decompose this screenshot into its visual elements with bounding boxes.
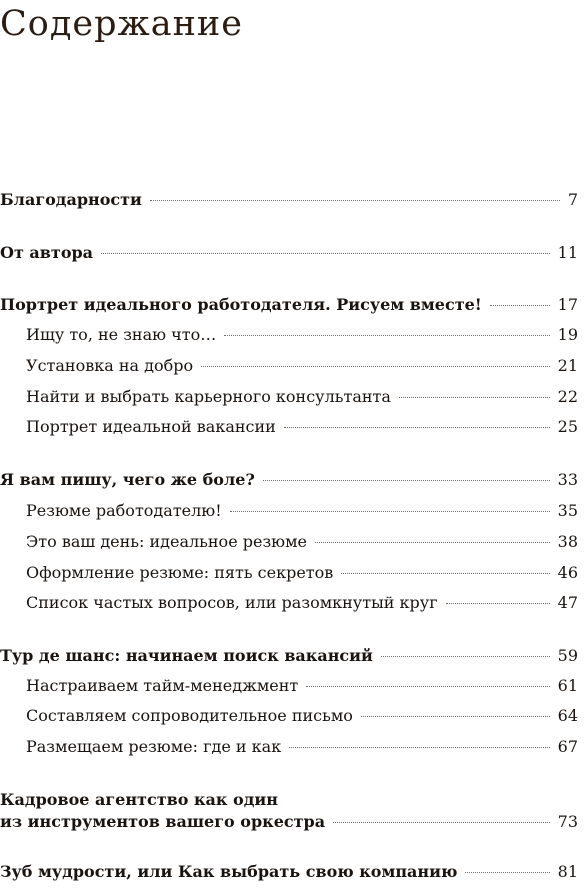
dot-leader <box>289 746 549 748</box>
dot-leader <box>201 365 550 367</box>
dot-leader <box>361 715 550 717</box>
toc-entry-title: Список частых вопросов, или разомкнутый круг <box>26 593 438 612</box>
dot-leader <box>333 821 550 823</box>
toc-entry[interactable] <box>0 645 578 667</box>
toc-page-number: 46 <box>557 563 578 582</box>
toc-entry[interactable] <box>0 242 578 264</box>
toc-entry-title: Ищу то, не знаю что… <box>26 325 217 344</box>
toc-entry[interactable] <box>26 500 578 522</box>
toc-entry[interactable] <box>26 705 578 727</box>
toc-entry[interactable] <box>26 736 578 758</box>
toc-page-number: 19 <box>557 325 578 344</box>
toc-page-number: 67 <box>557 737 578 756</box>
dot-leader <box>315 541 550 543</box>
toc-page-number: 11 <box>557 243 578 262</box>
toc-entry[interactable] <box>26 386 578 408</box>
dot-leader <box>381 655 550 657</box>
toc-entry-title-continued: из инструментов вашего оркестра <box>0 812 326 831</box>
toc-entry[interactable] <box>26 355 578 377</box>
toc-entry-title: Составляем сопроводительное письмо <box>26 706 353 725</box>
toc-page-number: 64 <box>557 706 578 725</box>
dot-leader <box>150 199 560 201</box>
toc-entry-title: Тур де шанс: начинаем поиск вакансий <box>0 646 373 665</box>
toc-entry[interactable] <box>26 531 578 553</box>
toc-entry[interactable] <box>0 189 578 211</box>
dot-leader <box>465 871 549 873</box>
toc-page-number: 73 <box>557 812 578 831</box>
dot-leader <box>490 304 550 306</box>
toc-entry-title: Кадровое агентство как один <box>0 790 278 809</box>
toc-entry-title: Благодарности <box>0 190 142 209</box>
toc-entry-title: Я вам пишу, чего же боле? <box>0 470 255 489</box>
toc-page-number: 21 <box>557 356 578 375</box>
dot-leader <box>399 396 550 398</box>
toc-page-number: 61 <box>557 676 578 695</box>
toc-entry-title: Оформление резюме: пять секретов <box>26 563 334 582</box>
toc-page-number: 81 <box>557 862 578 881</box>
toc-entry-title: Размещаем резюме: где и как <box>26 737 282 756</box>
toc-entry[interactable] <box>0 469 578 491</box>
toc-page-number: 17 <box>557 295 578 314</box>
toc-entry[interactable] <box>26 675 578 697</box>
toc-page-number: 59 <box>557 646 578 665</box>
toc-entry[interactable] <box>0 789 578 833</box>
toc-entry-title: Это ваш день: идеальное резюме <box>26 532 308 551</box>
toc-page-number: 7 <box>567 190 578 209</box>
dot-leader <box>306 685 549 687</box>
toc-entry-title: Зуб мудрости, или Как выбрать свою компанию <box>0 862 458 881</box>
toc-page-number: 47 <box>557 593 578 612</box>
dot-leader <box>230 510 550 512</box>
toc-entry[interactable] <box>26 562 578 584</box>
toc-entry[interactable] <box>0 294 578 316</box>
dot-leader <box>263 479 550 481</box>
toc-entry-title: Настраиваем тайм-менеджмент <box>26 676 299 695</box>
toc-entry-title: Установка на добро <box>26 356 194 375</box>
toc-entry-title: Портрет идеальной вакансии <box>26 417 276 436</box>
toc-page-number: 25 <box>557 417 578 436</box>
toc-page-number: 38 <box>557 532 578 551</box>
toc-entry-title: От автора <box>0 243 94 262</box>
toc-entry-title: Портрет идеального работодателя. Рисуем вместе! <box>0 295 482 314</box>
toc-page-number: 22 <box>557 387 578 406</box>
toc-entry[interactable] <box>26 416 578 438</box>
toc-page-number: 35 <box>557 501 578 520</box>
page-title: Содержание <box>0 4 243 44</box>
dot-leader <box>446 602 550 604</box>
toc-page-number: 33 <box>557 470 578 489</box>
toc-entry-title: Резюме работодателю! <box>26 501 222 520</box>
dot-leader <box>224 334 549 336</box>
toc-entry[interactable] <box>26 324 578 346</box>
toc-entry[interactable] <box>0 861 578 883</box>
toc-entry-title: Найти и выбрать карьерного консультанта <box>26 387 391 406</box>
dot-leader <box>284 426 550 428</box>
dot-leader <box>101 252 550 254</box>
dot-leader <box>341 572 549 574</box>
toc-entry[interactable] <box>26 592 578 614</box>
